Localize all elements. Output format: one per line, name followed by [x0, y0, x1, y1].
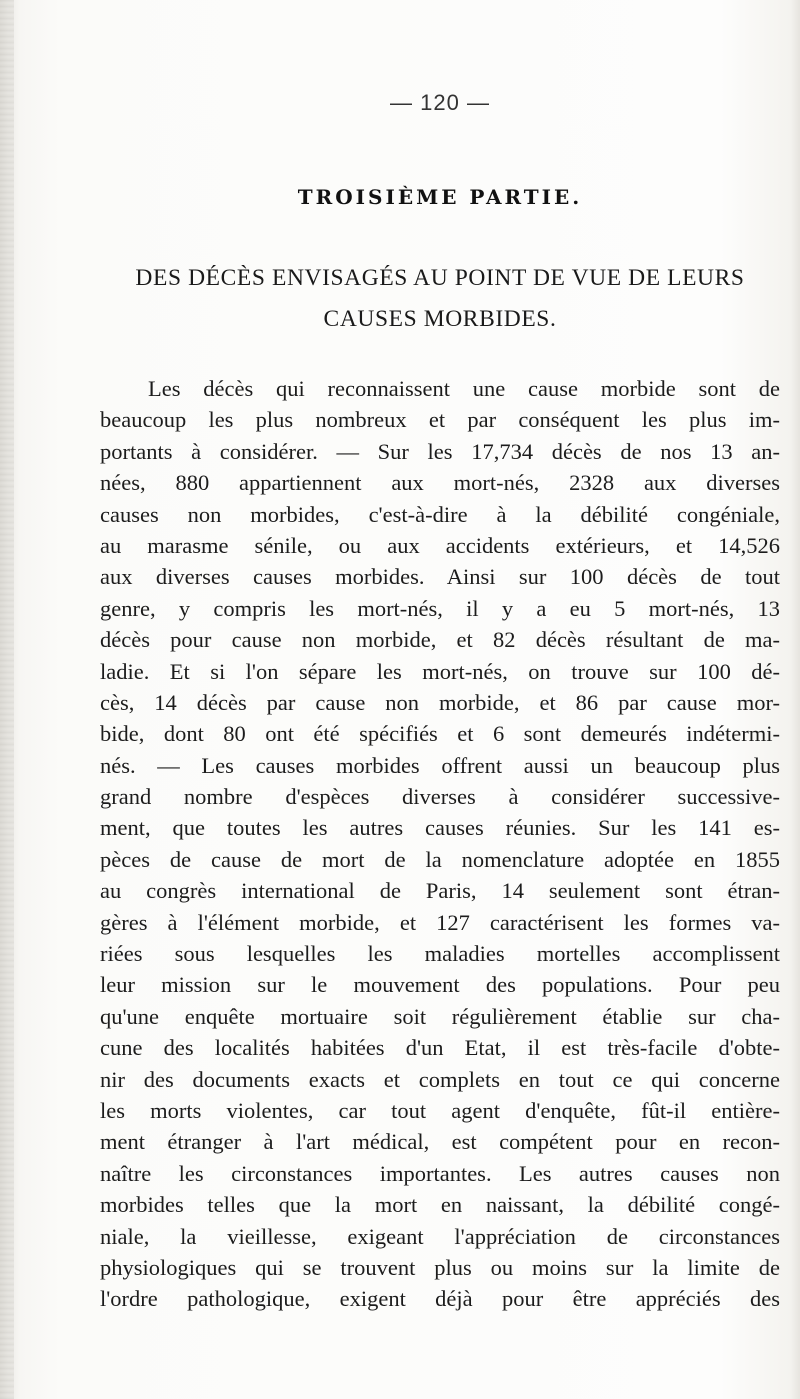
part-heading: TROISIÈME PARTIE. [297, 185, 583, 209]
text-line: aux diverses causes morbides. Ainsi sur 100 décès de tout [100, 564, 780, 590]
section-title: DES DÉCÈS ENVISAGÉS AU POINT DE VUE DE LEURS CAUSES MORBIDES. [135, 265, 745, 332]
text-line: portants à considérer. — Sur les 17,734 décès de nos 13 an- [100, 438, 780, 464]
text-line: nir des documents exacts et complets en tout ce qui concerne [100, 1066, 780, 1092]
text-line: genre, y compris les mort-nés, il y a eu 5 mort-nés, 13 [100, 595, 780, 621]
text-line: l'ordre pathologique, exigent déjà pour être appréciés des [100, 1286, 780, 1312]
text-line: pèces de cause de mort de la nomenclature adoptée en 1855 [100, 846, 780, 872]
text-line: physiologiques qui se trouvent plus ou moins sur la limite de [100, 1254, 780, 1280]
text-line: bide, dont 80 ont été spécifiés et 6 sont demeurés indétermi- [100, 721, 780, 747]
text-line: niale, la vieillesse, exigeant l'appréciation de circonstances [100, 1223, 780, 1249]
text-line: gères à l'élément morbide, et 127 caractérisent les formes va- [100, 909, 780, 935]
text-line: au marasme sénile, ou aux accidents extérieurs, et 14,526 [100, 532, 780, 558]
text-line: au congrès international de Paris, 14 seulement sont étran- [100, 878, 780, 904]
text-line: beaucoup les plus nombreux et par conséquent les plus im- [100, 407, 780, 433]
text-line: Les décès qui reconnaissent une cause morbide sont de [148, 376, 780, 401]
text-line: qu'une enquête mortuaire soit régulièrement établie sur cha- [100, 1003, 780, 1029]
text-line: naître les circonstances importantes. Les autres causes non [100, 1160, 780, 1186]
text-line: nées, 880 appartiennent aux mort-nés, 2328 aux diverses [100, 470, 780, 496]
page-binding-edge [0, 0, 14, 1399]
text-line: ladie. Et si l'on sépare les mort-nés, on trouve sur 100 dé- [100, 658, 780, 684]
text-line: nés. — Les causes morbides offrent aussi un beaucoup plus [100, 752, 780, 778]
text-line: riées sous lesquelles les maladies mortelles accomplissent [100, 941, 780, 967]
body-paragraph [100, 373, 780, 1315]
text-line: les morts violentes, car tout agent d'enquête, fût-il entière- [100, 1097, 780, 1123]
page-number: — 120 — [390, 90, 490, 115]
text-line: décès pour cause non morbide, et 82 décès résultant de ma- [100, 627, 780, 653]
text-line: ment, que toutes les autres causes réunies. Sur les 141 es- [100, 815, 780, 841]
text-line: morbides telles que la mort en naissant, la débilité congé- [100, 1192, 780, 1218]
text-line: cune des localités habitées d'un Etat, il est très-facile d'obte- [100, 1035, 780, 1061]
text-line: causes non morbides, c'est-à-dire à la débilité congéniale, [100, 501, 780, 527]
text-line: grand nombre d'espèces diverses à considérer successive- [100, 784, 780, 810]
text-line: leur mission sur le mouvement des populations. Pour peu [100, 972, 780, 998]
text-line: ment étranger à l'art médical, est compétent pour en recon- [100, 1129, 780, 1155]
text-line: cès, 14 décès par cause non morbide, et 86 par cause mor- [100, 689, 780, 715]
